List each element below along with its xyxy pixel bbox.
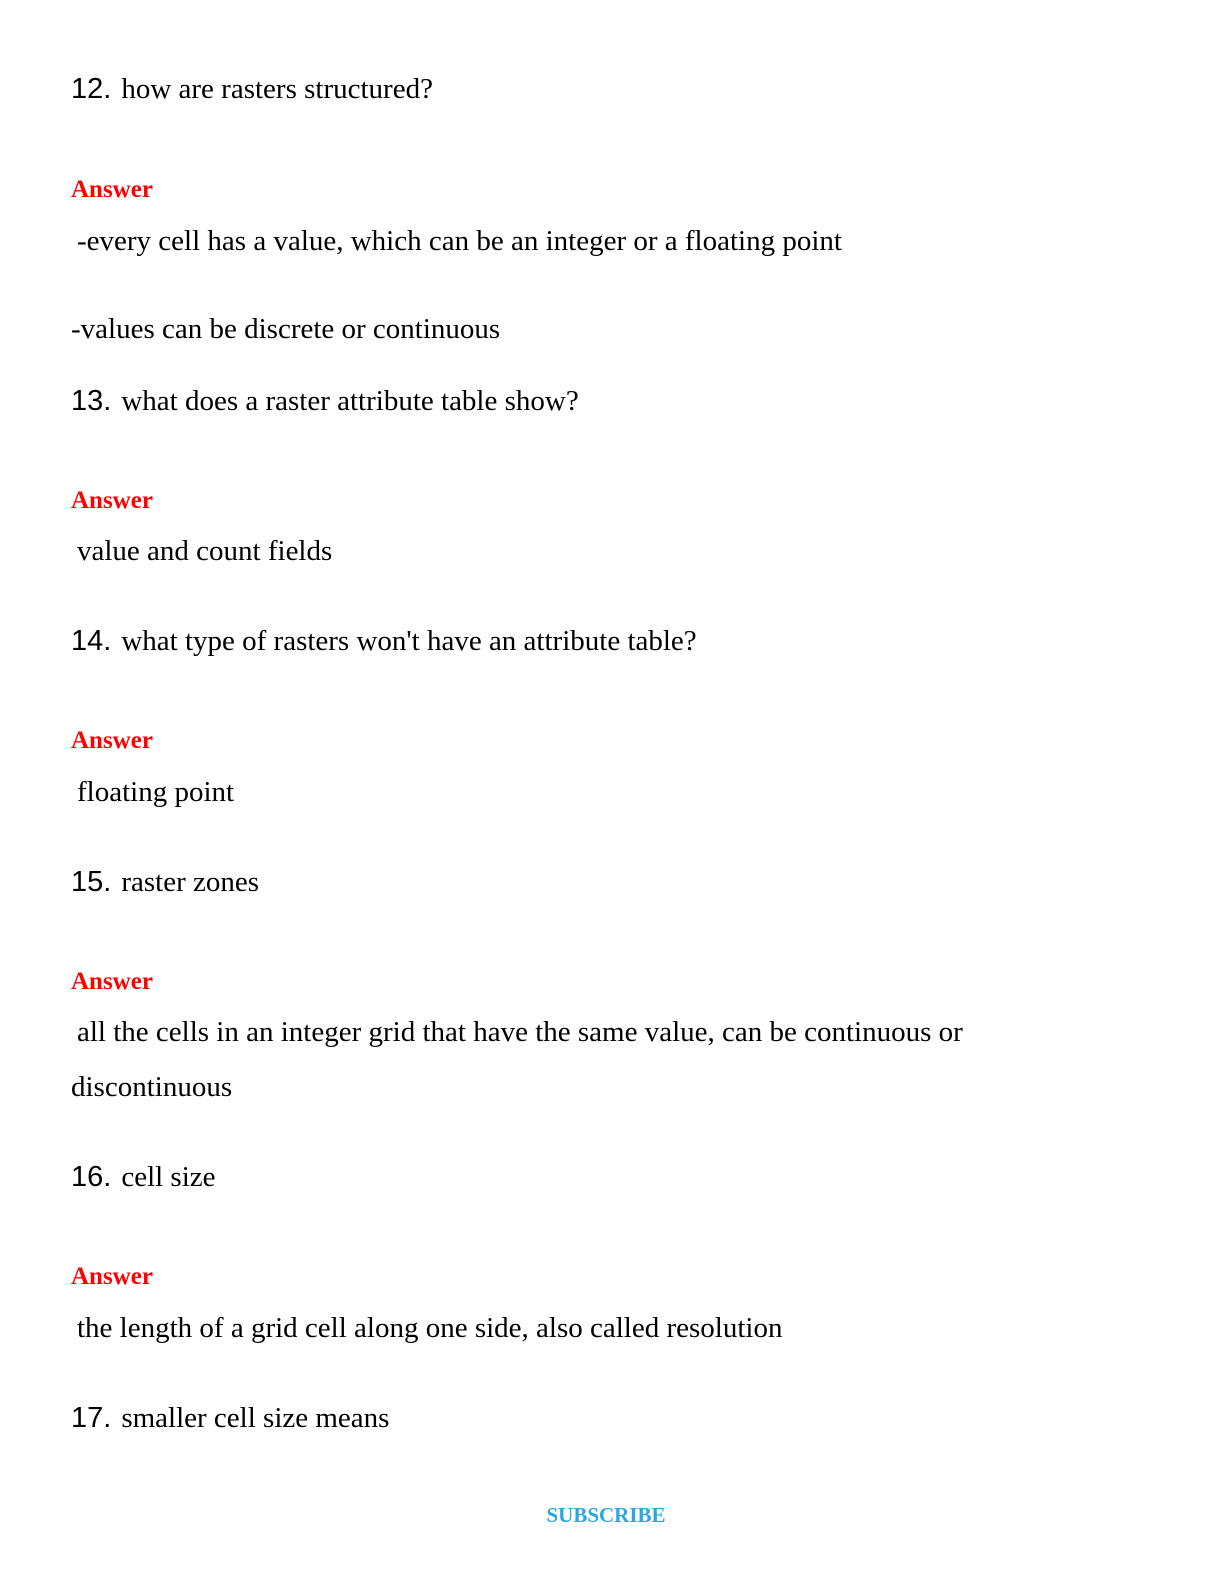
question-number: 17. <box>71 1402 112 1434</box>
question-12 <box>71 73 433 106</box>
question-text: what does a raster attribute table show? <box>121 385 579 417</box>
answer-text: all the cells in an integer grid that have the same value, can be continuous or <box>77 1016 963 1048</box>
question-16 <box>71 1161 216 1194</box>
answer-label: Answer <box>71 1263 153 1290</box>
question-text: raster zones <box>121 866 260 898</box>
question-number: 15. <box>71 866 112 898</box>
answer-label: Answer <box>71 176 153 203</box>
question-text: what type of rasters won't have an attribute table? <box>121 625 697 657</box>
question-text: cell size <box>121 1161 216 1193</box>
question-text: how are rasters structured? <box>121 73 433 105</box>
answer-text: -every cell has a value, which can be an integer or a floating point <box>77 225 842 257</box>
question-text: smaller cell size means <box>121 1402 390 1434</box>
question-number: 12. <box>71 73 112 105</box>
answer-text: the length of a grid cell along one side, also called resolution <box>77 1312 783 1344</box>
question-15 <box>71 866 259 899</box>
answer-label: Answer <box>71 968 153 995</box>
question-number: 16. <box>71 1161 112 1193</box>
question-number: 13. <box>71 385 112 417</box>
question-17 <box>71 1402 389 1435</box>
question-number: 14. <box>71 625 112 657</box>
answer-text: value and count fields <box>77 535 333 567</box>
question-13 <box>71 385 579 418</box>
answer-label: Answer <box>71 487 153 514</box>
question-14 <box>71 625 697 658</box>
subscribe-link[interactable]: SUBSCRIBE <box>546 1503 666 1527</box>
answer-text: floating point <box>77 776 235 808</box>
answer-label: Answer <box>71 727 153 754</box>
answer-text: -values can be discrete or continuous <box>71 313 501 345</box>
answer-text: discontinuous <box>71 1071 233 1103</box>
